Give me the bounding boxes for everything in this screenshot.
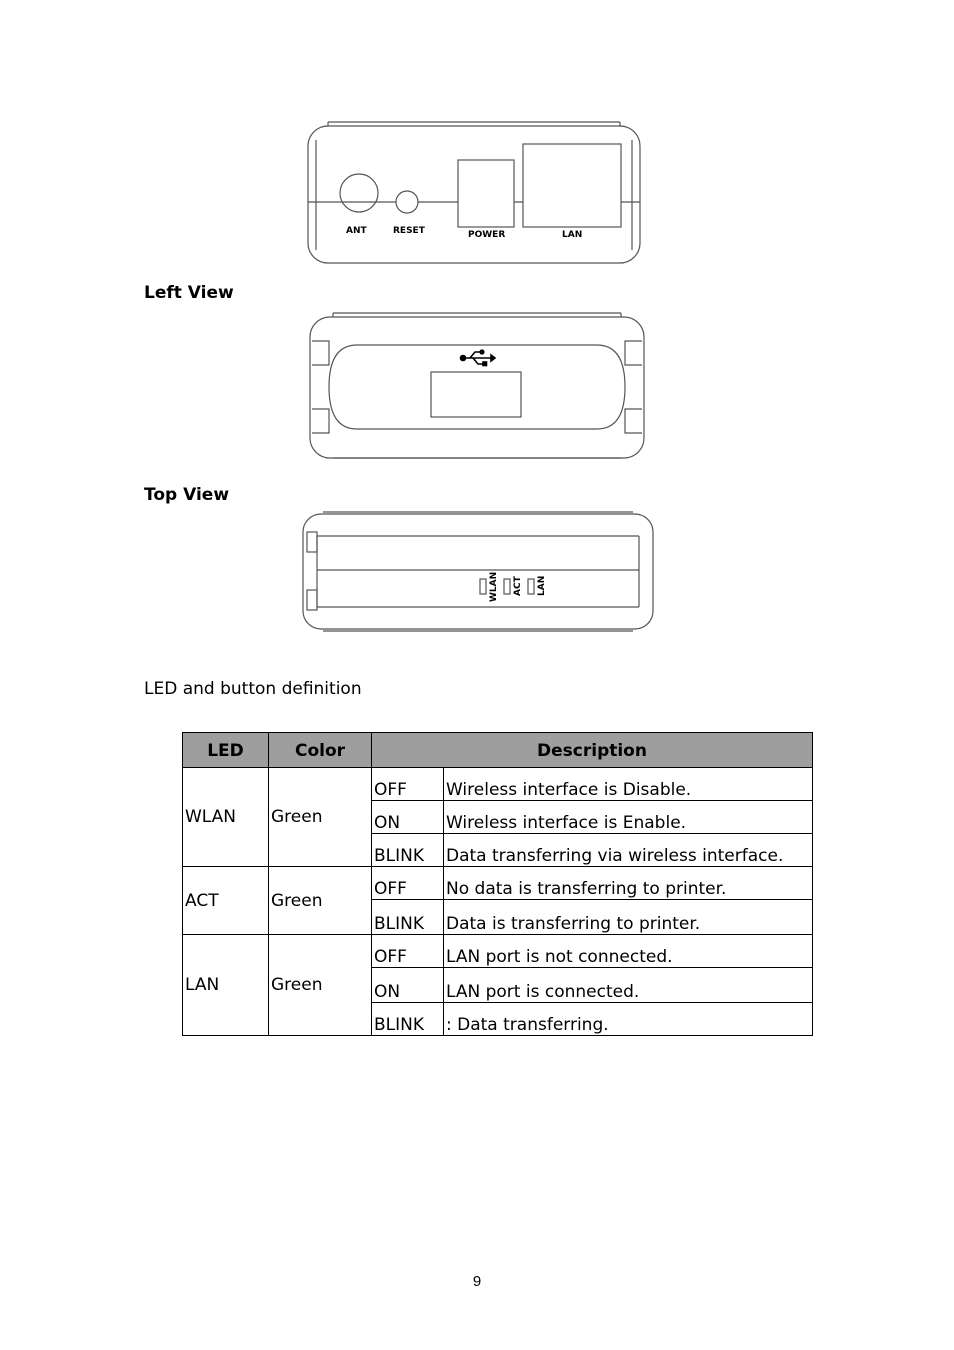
- led-color: Green: [269, 867, 372, 935]
- lan-led-label: LAN: [537, 575, 547, 596]
- page-number: 9: [472, 1273, 482, 1290]
- led-name: LAN: [183, 935, 269, 1036]
- led-description: Data is transferring to printer.: [444, 900, 813, 935]
- led-state: BLINK: [372, 900, 444, 935]
- led-description: : Data transferring.: [444, 1003, 813, 1036]
- header-color: Color: [269, 733, 372, 768]
- top-view-caption: Top View: [144, 485, 230, 505]
- led-state: BLINK: [372, 1003, 444, 1036]
- led-description: LAN port is not connected.: [444, 935, 813, 968]
- table-header-row: [183, 733, 813, 768]
- led-state: OFF: [372, 768, 444, 801]
- led-state: ON: [372, 968, 444, 1003]
- led-description: Data transferring via wireless interface.: [444, 834, 813, 867]
- lan-label: LAN: [562, 230, 583, 240]
- led-name: WLAN: [183, 768, 269, 867]
- power-label: POWER: [468, 230, 506, 240]
- top-view-figure: [301, 510, 655, 634]
- led-definition-table: [182, 732, 813, 1036]
- front-view-figure: [306, 120, 642, 266]
- led-description: No data is transferring to printer.: [444, 867, 813, 900]
- led-state: ON: [372, 801, 444, 834]
- act-led-label: ACT: [513, 576, 523, 596]
- header-led: LED: [183, 733, 269, 768]
- led-state: BLINK: [372, 834, 444, 867]
- led-color: Green: [269, 768, 372, 867]
- led-description: Wireless interface is Enable.: [444, 801, 813, 834]
- left-view-figure: [307, 311, 647, 461]
- section-title: LED and button definition: [144, 679, 362, 699]
- led-description: LAN port is connected.: [444, 968, 813, 1003]
- led-name: ACT: [183, 867, 269, 935]
- led-description: Wireless interface is Disable.: [444, 768, 813, 801]
- table-row: [183, 867, 813, 900]
- reset-label: RESET: [393, 226, 425, 236]
- led-state: OFF: [372, 867, 444, 900]
- left-view-caption: Left View: [144, 283, 234, 303]
- table-row: [183, 935, 813, 968]
- header-description: Description: [372, 733, 813, 768]
- ant-label: ANT: [346, 226, 367, 236]
- led-state: OFF: [372, 935, 444, 968]
- wlan-led-label: WLAN: [489, 571, 499, 602]
- led-color: Green: [269, 935, 372, 1036]
- table-row: [183, 768, 813, 801]
- usb-icon: [461, 350, 496, 365]
